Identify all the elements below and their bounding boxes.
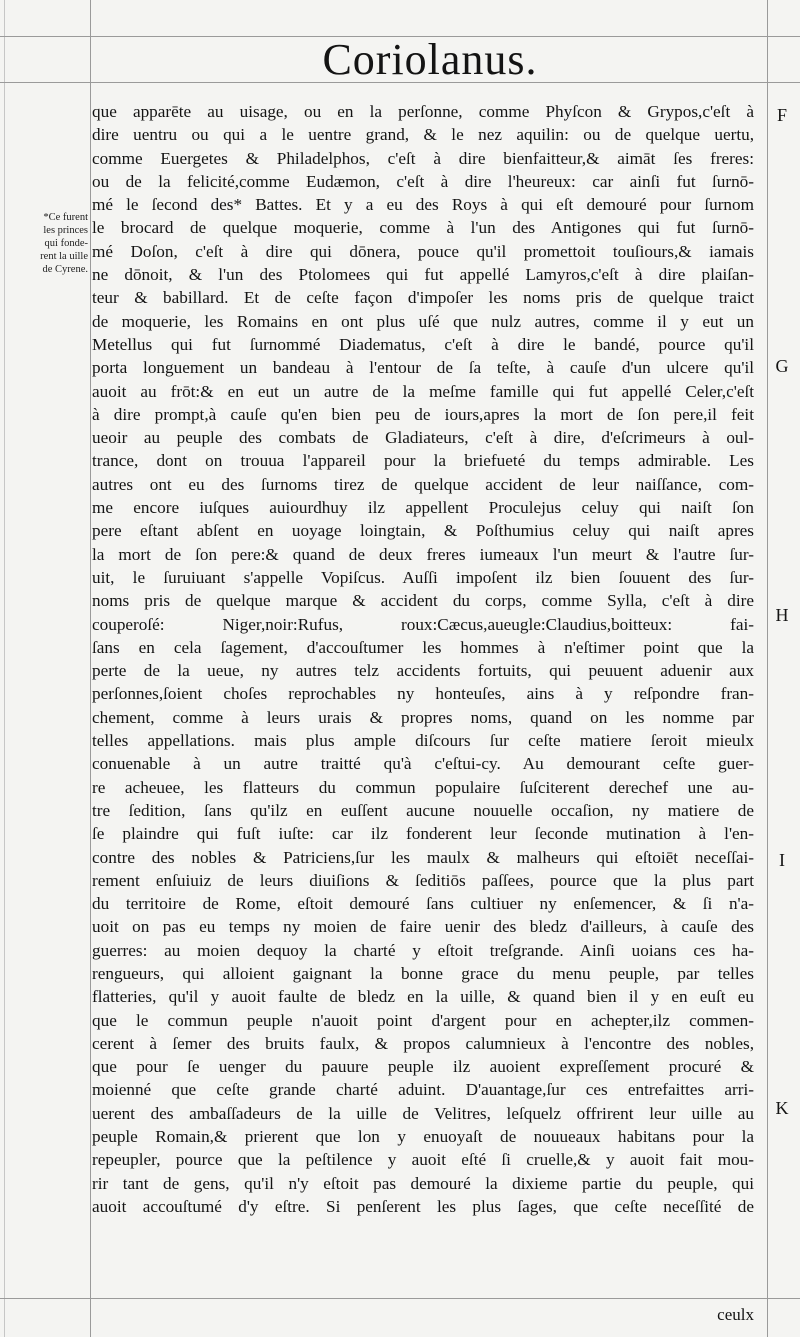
text-line: Metellus qui fut ſurnommé Diadematus, c'eſt à dire le bandé, pource qu'il	[92, 334, 754, 354]
left-margin-rule	[90, 0, 91, 1337]
text-line: re acheuee, les flatteurs du commun populaire ſuſciterent derechef une au-	[92, 777, 754, 797]
text-line: porta longuement un bandeau à l'entour de ſa teſte, à cauſe d'un ulcere qu'il	[92, 358, 754, 378]
right-margin-rule	[767, 0, 768, 1337]
text-line: me encore iuſques auiourdhuy ilz appellent Proculejus celuy qui naiſt ſon	[92, 498, 754, 518]
body-text	[92, 100, 754, 1218]
marginal-note-line: rent la uille	[40, 251, 88, 262]
text-line: auoit accouſtumé d'y eſtre. Si penſerent les plus ſages, que ceſte neceſſité de	[92, 1196, 754, 1216]
text-line: comme Euergetes & Philadelphos, c'eſt à dire bienfaitteur,& aimāt ſes freres:	[92, 148, 754, 168]
text-line: telles appellations. mais plus ample diſcours ſur ceſte matiere ſeroit mieulx	[92, 731, 754, 751]
text-line: guerres: au moien dequoy la charté y eſtoit treſgrande. Ainſi uoians ces ha-	[92, 940, 754, 960]
text-line: perſonnes,ſoient choſes reprochables ny honteuſes, ains à y reſpondre fran-	[92, 684, 754, 704]
text-line: dire uentru ou qui a le uentre grand, & le nez aquilin: ou de quelque uertu,	[92, 125, 754, 145]
marginal-note-line: qui fonde-	[44, 238, 88, 249]
text-line: couperoſé: Niger,noir:Rufus, roux:Cæcus,aueugle:Claudius,boitteux: fai-	[92, 614, 754, 634]
text-line: rengueurs, qui alloient gaignant la bonne grace du menu peuple, par telles	[92, 963, 754, 983]
text-line: mé le ſecond des* Battes. Et y a eu des Roys à qui eſt demouré pour ſurnom	[92, 195, 754, 215]
text-line: ſans en cela ſagement, d'accouſtumer les hommes à n'eſtimer point que la	[92, 637, 754, 657]
footer-rule	[0, 1298, 800, 1299]
marginal-note-line: *Ce furent	[43, 212, 88, 223]
text-line: rir tant de gens, qu'il n'y eſtoit pas demouré la dixieme partie du peuple, qui	[92, 1173, 754, 1193]
section-letter: G	[775, 356, 789, 376]
text-line: uerent des ambaſſadeurs de la uille de Velitres, leſquelz offrirent leur uille au	[92, 1103, 754, 1123]
marginal-note-line: de Cyrene.	[42, 264, 88, 275]
text-line: du territoire de Rome, eſtoit demouré ſans cultiuer ny enſemencer, & ſi n'a-	[92, 894, 754, 914]
text-line: auoit au frōt:& en eut un autre de la meſme famille qui fut appellé Celer,c'eſt	[92, 381, 754, 401]
marginal-note-line: les princes	[43, 225, 88, 236]
text-line: noms pris de quelque marque & accident du corps, comme Sylla, c'eſt à dire	[92, 591, 754, 611]
section-letter: H	[775, 605, 789, 625]
text-line: trance, dont on trouua l'appareil pour la briefueté du temps admirable. Les	[92, 451, 754, 471]
text-line: mé Doſon, c'eſt à dire qui dōnera, pouce qu'il promettoit touſiours,& iamais	[92, 241, 754, 261]
text-line: que pour ſe uenger du pauure peuple ilz auoient expreſſement procuré &	[92, 1057, 754, 1077]
text-line: flatteries, qu'il y auoit faulte de bledz en la uille, & quand bien il y en euſt eu	[92, 987, 754, 1007]
page-edge-line	[4, 0, 5, 1337]
section-letter: F	[776, 105, 787, 125]
text-line: le brocard de quelque moquerie, comme à l'un des Antigones qui fut ſurnō-	[92, 218, 754, 238]
text-line: de moquerie, les Romains en ont plus uſé que nulz autres, comme il y eut un	[92, 311, 754, 331]
text-line: contre des nobles & Patriciens,ſur les maulx & malheurs qui eſtoiēt neceſſai-	[92, 847, 754, 867]
section-letter: I	[779, 850, 785, 870]
text-line: moienné que ceſte grande charté aduint. D'auantage,ſur ces entrefaittes arri-	[92, 1080, 754, 1100]
catchword: ceulx	[717, 1305, 754, 1324]
running-title: Coriolanus.	[322, 35, 538, 84]
text-line: pere eſtant abſent en uoyage loingtain, & Poſthumius celuy qui naiſt apres	[92, 521, 754, 541]
text-line: repeupler, pource que la peſtilence y auoit eſté ſi cruelle,& y auoit fait mou-	[92, 1150, 754, 1170]
text-line: ueoir au peuple des combats de Gladiateurs, c'eſt à dire, d'eſcrimeurs à oul-	[92, 428, 754, 448]
marginal-note	[6, 211, 88, 276]
text-line: ſe plaindre qui fuſt iuſte: car ilz fonderent leur ſeconde mutination à l'en-	[92, 824, 754, 844]
text-line: cerent à ſemer des bruits faulx, & propos calumnieux à l'encontre des nobles,	[92, 1033, 754, 1053]
text-line: ne dōnoit, & l'un des Ptolomees qui fut appellé Lamyros,c'eſt à dire plaiſan-	[92, 265, 754, 285]
text-line: que le commun peuple n'auoit point d'argent pour en achepter,ilz commen-	[92, 1010, 754, 1030]
text-line: uoit on pas eu temps ny moien de faire uenir des bledz d'ailleurs, à cauſe des	[92, 917, 754, 937]
text-line: à dire prompt,à cauſe qu'en bien peu de iours,apres la mort de ſon pere,il feit	[92, 404, 754, 424]
text-line: chement, comme à leurs urais & propres noms, quand on les nomme par	[92, 707, 754, 727]
text-line: conuenable à un autre traitté qu'à c'eſtui-cy. Au demourant ceſte guer-	[92, 754, 754, 774]
text-line: tre ſedition, ſans qu'ilz en euſſent aucune nouuelle occaſion, ny matiere de	[92, 800, 754, 820]
text-line: rement enſuiuiz de leurs diuiſions & ſeditiōs paſſees, pource que la plus part	[92, 870, 754, 890]
text-line: ou de la felicité,comme Eudæmon, c'eſt à dire l'heureux: car ainſi fut ſurnō-	[92, 171, 754, 191]
text-line: teur & babillard. Et de ceſte façon d'impoſer les noms pris de quelque traict	[92, 288, 754, 308]
text-line: uit, le ſuruiuant s'appelle Vopiſcus. Auſſi impoſent ilz bien ſouuent des ſur-	[92, 567, 754, 587]
text-line: la mort de ſon pere:& quand de deux freres iumeaux l'un meurt & l'autre ſur-	[92, 544, 754, 564]
text-line: perte de la ueue, ny autres telz accidents fortuits, qui peuuent aduenir aux	[92, 661, 754, 681]
text-line: que apparēte au uisage, ou en la perſonne, comme Phyſcon & Grypos,c'eſt à	[92, 102, 754, 121]
section-letter: K	[775, 1098, 789, 1118]
text-line: peuple Romain,& prierent que lon y enuoyaſt de nouueaux habitans pour la	[92, 1127, 754, 1147]
text-line: autres ont eu des ſurnoms tirez de quelque accident de leur naiſſance, com-	[92, 474, 754, 494]
